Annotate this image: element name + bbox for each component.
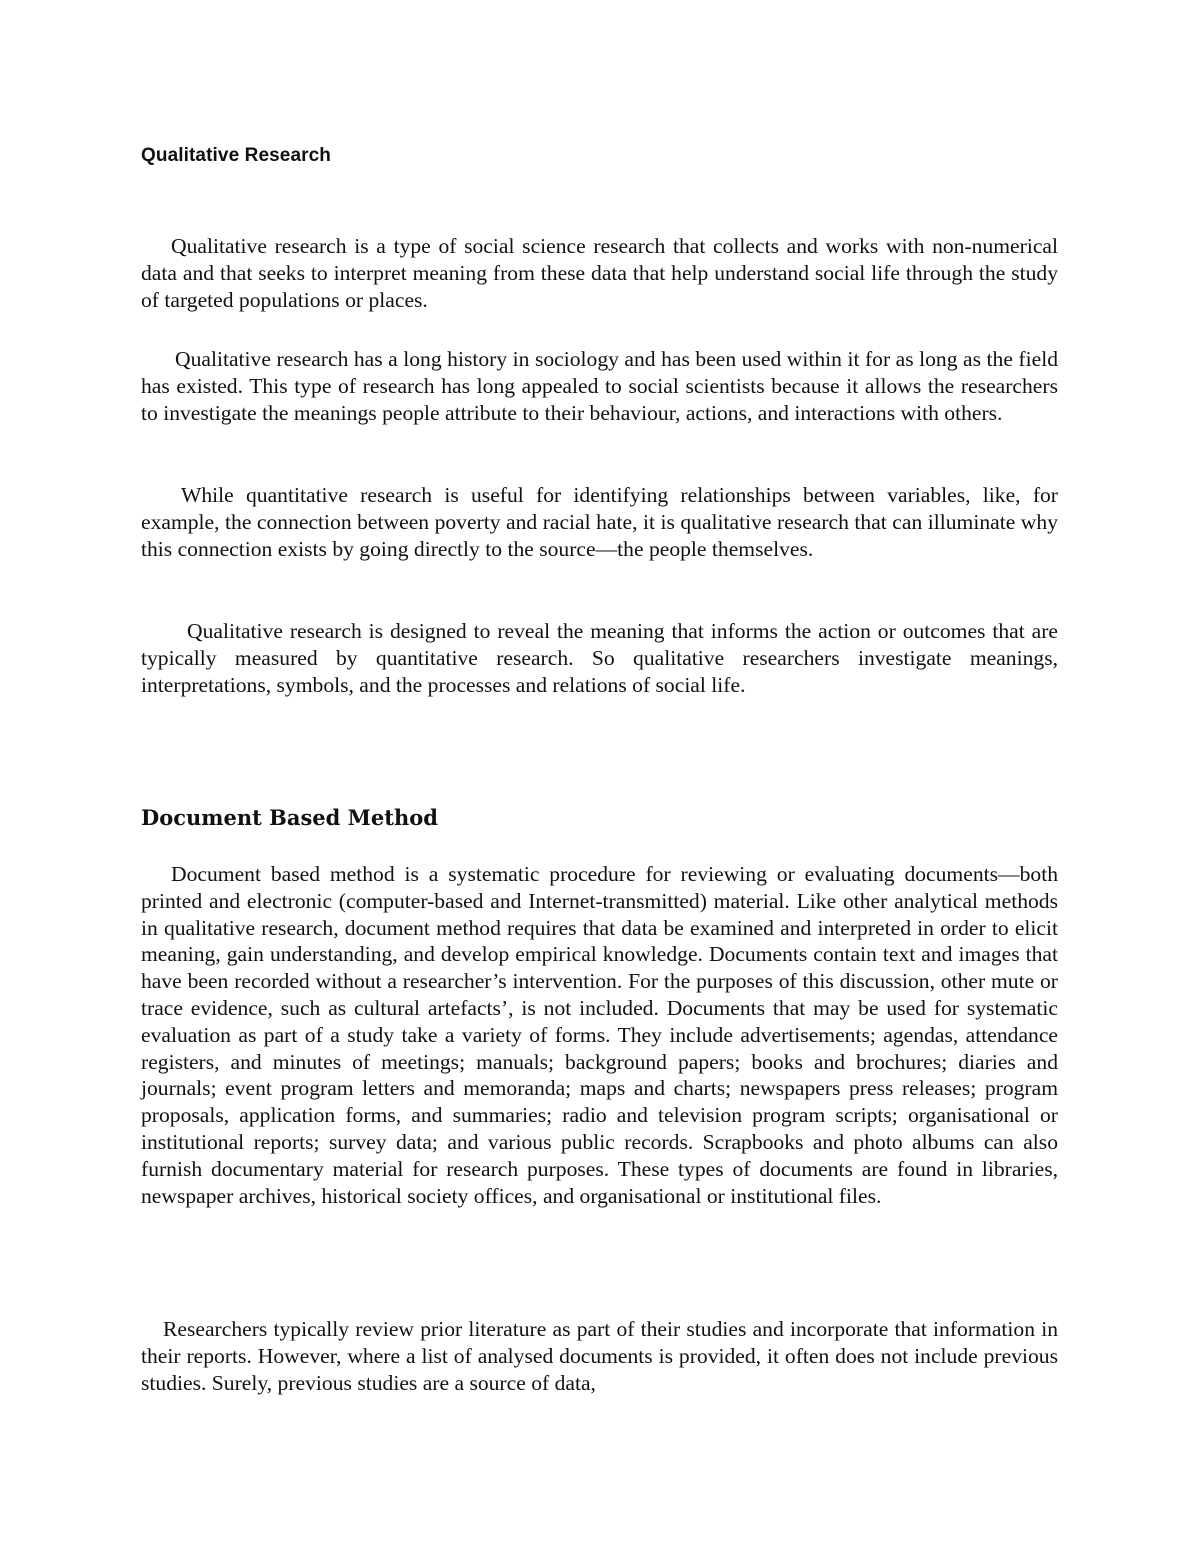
section-title-document-based-method: Document Based Method <box>141 805 438 830</box>
paragraph-qualitative-definition: Qualitative research is a type of social science research that collects and works with non-numerical data and that seeks to interpret meaning from these data that help understand social life through the study of targeted populations or places. <box>141 234 1058 312</box>
paragraph-prior-literature: Researchers typically review prior literature as part of their studies and incorporate that information in their reports. However, where a list of analysed documents is provided, it often does not include previous studies. Surely, previous studies are a source of data, <box>141 1317 1058 1395</box>
paragraph-qualitative-purpose: Qualitative research is designed to reveal the meaning that informs the action or outcomes that are typically measured by quantitative research. So qualitative researchers investigate meanings, interpretations, symbols, and the processes and relations of social life. <box>141 619 1058 697</box>
paragraph-qualitative-history: Qualitative research has a long history in sociology and has been used within it for as long as the field has existed. This type of research has long appealed to social scientists because it allows the researchers to investigate the meanings people attribute to their behaviour, actions, and interactions with others. <box>141 347 1058 425</box>
paragraph-quantitative-comparison: While quantitative research is useful for identifying relationships between variables, like, for example, the connection between poverty and racial hate, it is qualitative research that can illuminate why this connection exists by going directly to the source—the people themselves. <box>141 483 1058 561</box>
paragraph-document-method-definition: Document based method is a systematic procedure for reviewing or evaluating documents—both printed and electronic (computer-based and Internet-transmitted) material. Like other analytical methods in qualitative research, document method requires that data be examined and interpreted in order to elicit meaning, gain understanding, and develop empirical knowledge. Documents contain text and images that have been recorded without a researcher’s intervention. For the purposes of this discussion, other mute or trace evidence, such as cultural artefacts’, is not included. Documents that may be used for systematic evaluation as part of a study take a variety of forms. They include advertisements; agendas, attendance registers, and minutes of meetings; manuals; background papers; books and brochures; diaries and journals; event program letters and memoranda; maps and charts; newspapers press releases; program proposals, application forms, and summaries; radio and television program scripts; organisational or institutional reports; survey data; and various public records. Scrapbooks and photo albums can also furnish documentary material for research purposes. These types of documents are found in libraries, newspaper archives, historical society offices, and organisational or institutional files. <box>141 862 1058 1208</box>
section-title-qualitative-research: Qualitative Research <box>141 145 331 166</box>
